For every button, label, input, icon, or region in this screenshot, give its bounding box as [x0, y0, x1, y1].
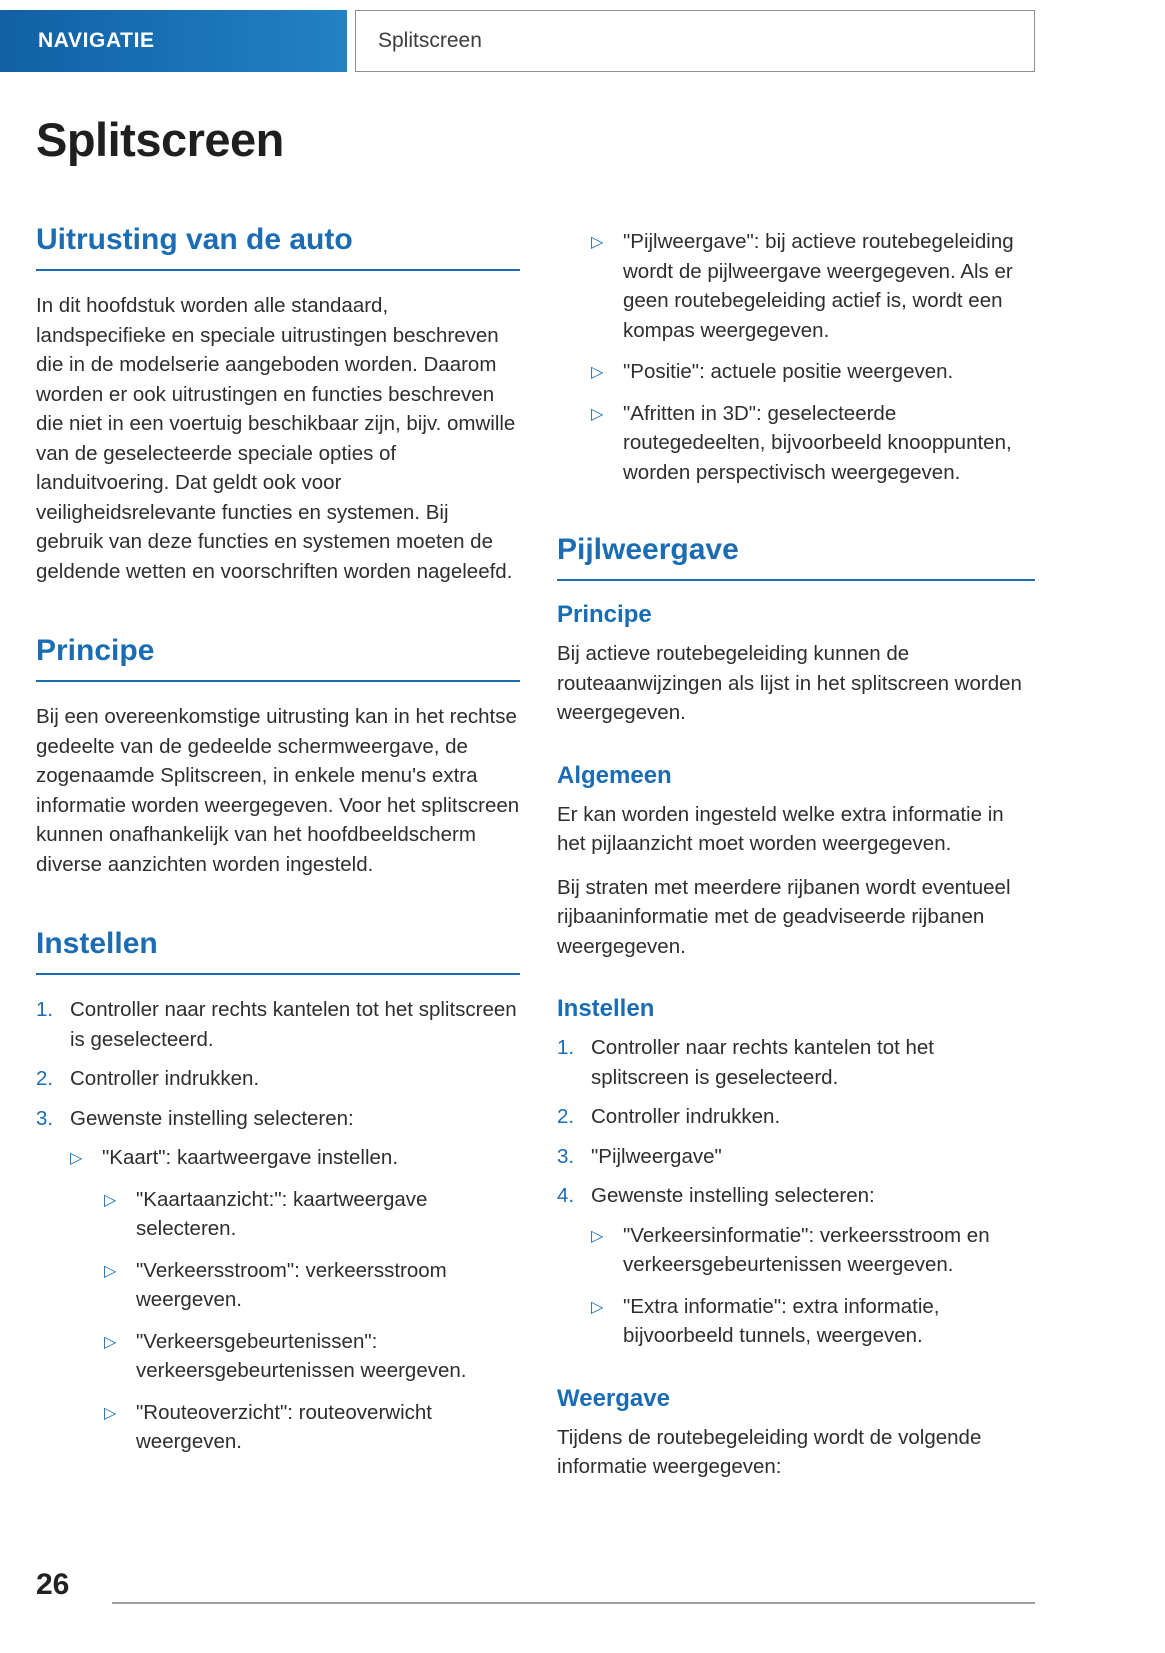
section-box: [355, 10, 1035, 72]
list-number: 3.: [557, 1144, 575, 1168]
section-heading: Instellen: [36, 927, 520, 975]
list-item: [104, 1256, 520, 1315]
subsection-heading: Weergave: [557, 1384, 670, 1412]
list-item: [591, 399, 1035, 488]
section-principle: [36, 634, 520, 879]
section-arrow-view: [557, 533, 1035, 1482]
section-heading: Pijlweergave: [557, 533, 1035, 581]
list-text: "Kaart": kaartweergave instellen.: [102, 1146, 399, 1170]
list-text: "Verkeersinformatie": verkeersstroom en verkeersgebeurtenissen weergeven.: [623, 1223, 990, 1277]
subsection-principle: [557, 601, 1035, 728]
list-item: [36, 1104, 520, 1134]
section-equipment: [36, 223, 520, 586]
footer-rule: [112, 1602, 1035, 1604]
list-item: [70, 1143, 520, 1173]
list-item: [104, 1398, 520, 1457]
triangle-bullet-icon: ▷: [591, 1296, 604, 1316]
list-item: [591, 1292, 1035, 1351]
triangle-bullet-icon: ▷: [104, 1260, 117, 1280]
subsection-heading: Instellen: [557, 995, 655, 1023]
triangle-bullet-icon: ▷: [104, 1402, 117, 1422]
list-text: "Routeoverzicht": routeoverwicht weergeven.: [136, 1400, 432, 1454]
list-item: [591, 227, 1035, 345]
section-setup: [36, 927, 520, 1457]
body-paragraph: Bij een overeenkomstige uitrusting kan in het rechtse gedeelte van de gedeelde schermweergave, de zogenaamde Splitscreen, in enkele menu's extra informatie worden weergegeven. Voor het splitscreen kunnen onafhankelijk van het hoofdbeeldscherm diverse aanzichten worden ingesteld.: [36, 705, 520, 876]
list-item: [557, 1181, 1035, 1211]
section-heading: Principe: [36, 634, 520, 682]
body-paragraph: Tijdens de routebegeleiding wordt de volgende informatie weergegeven:: [557, 1425, 982, 1479]
list-number: 3.: [36, 1106, 54, 1130]
list-item: [36, 995, 520, 1054]
list-text: "Positie": actuele positie weergeven.: [623, 360, 954, 384]
body-paragraph: Bij straten met meerdere rijbanen wordt eventueel rijbaaninformatie met de geadviseerde rijbanen weergegeven.: [557, 875, 1011, 958]
list-text: "Pijlweergave": bij actieve routebegeleiding wordt de pijlweergave weergegeven. Als er geen routebegeleiding actief is, wordt een kompas weergegeven.: [623, 230, 1014, 342]
left-column: [36, 223, 520, 1505]
triangle-bullet-icon: ▷: [591, 232, 604, 251]
chapter-label: NAVIGATIE: [38, 29, 155, 52]
list-item: [104, 1185, 520, 1244]
list-text: "Verkeersstroom": verkeersstroom weergeven.: [136, 1258, 447, 1312]
list-number: 2.: [36, 1067, 54, 1091]
two-column-layout: [36, 223, 1035, 1530]
triangle-bullet-icon: ▷: [70, 1148, 83, 1168]
list-text: "Afritten in 3D": geselecteerde routegedeelten, bijvoorbeeld knooppunten, worden perspectivisch weergegeven.: [623, 401, 1012, 484]
main-content: [36, 112, 1035, 1530]
list-text: Gewenste instelling selecteren:: [591, 1184, 875, 1208]
body-paragraph: Bij actieve routebegeleiding kunnen de routeaanwijzingen als lijst in het splitscreen worden weergegeven.: [557, 642, 1022, 725]
subsection-display: [557, 1385, 1035, 1482]
list-number: 2.: [557, 1105, 575, 1129]
section-label: Splitscreen: [378, 29, 482, 52]
body-paragraph: Er kan worden ingesteld welke extra informatie in het pijlaanzicht moet worden weergegeven.: [557, 802, 1004, 856]
list-text: "Kaartaanzicht:": kaartweergave selecteren.: [136, 1187, 428, 1241]
subsection-setup: [557, 995, 1035, 1351]
body-paragraph: In dit hoofdstuk worden alle standaard, landspecifieke en speciale uitrustingen beschreven die in de modelserie aangeboden worden. Daarom worden er ook uitrustingen en functies beschreven die niet in een voertuig beschikbaar zijn, bijv. omwille van de geselecteerde speciale opties of landuitvoering. Dat geldt ook voor veiligheidsrelevante functies en systemen. Bij gebruik van deze functies en systemen moeten de geldende wetten en voorschriften worden nageleefd.: [36, 294, 516, 583]
triangle-bullet-icon: ▷: [591, 403, 604, 423]
list-text: "Verkeersgebeurtenissen": verkeersgebeurtenissen weergeven.: [136, 1329, 467, 1383]
list-text: "Pijlweergave": [591, 1144, 722, 1168]
triangle-bullet-icon: ▷: [591, 362, 604, 382]
triangle-bullet-icon: ▷: [104, 1189, 117, 1209]
list-number: 1.: [36, 998, 54, 1022]
triangle-bullet-icon: ▷: [591, 1225, 604, 1245]
chapter-tab: [0, 10, 347, 72]
triangle-bullet-icon: ▷: [104, 1331, 117, 1351]
list-text: Controller indrukken.: [70, 1067, 260, 1091]
list-item: [36, 1064, 520, 1094]
continued-option-list: [557, 223, 1035, 487]
list-number: 1.: [557, 1036, 575, 1060]
list-item: [591, 1221, 1035, 1280]
right-column: [557, 223, 1035, 1530]
list-text: "Extra informatie": extra informatie, bijvoorbeeld tunnels, weergeven.: [623, 1294, 940, 1348]
list-text: Gewenste instelling selecteren:: [70, 1106, 354, 1130]
list-text: Controller naar rechts kantelen tot het splitscreen is geselecteerd.: [70, 998, 517, 1051]
page-footer: [36, 1566, 1035, 1610]
page-number: 26: [36, 1568, 70, 1601]
list-text: Controller naar rechts kantelen tot het splitscreen is geselecteerd.: [591, 1036, 934, 1089]
list-item: [591, 357, 1035, 387]
section-heading: Uitrusting van de auto: [36, 223, 520, 271]
list-number: 4.: [557, 1184, 575, 1208]
subsection-heading: Principe: [557, 601, 652, 629]
page-title: Splitscreen: [36, 113, 284, 166]
list-item: [557, 1102, 1035, 1132]
list-item: [557, 1033, 1035, 1092]
subsection-general: [557, 762, 1035, 962]
subsection-heading: Algemeen: [557, 761, 672, 789]
list-item: [557, 1142, 1035, 1172]
list-text: Controller indrukken.: [591, 1105, 781, 1129]
list-item: [104, 1327, 520, 1386]
